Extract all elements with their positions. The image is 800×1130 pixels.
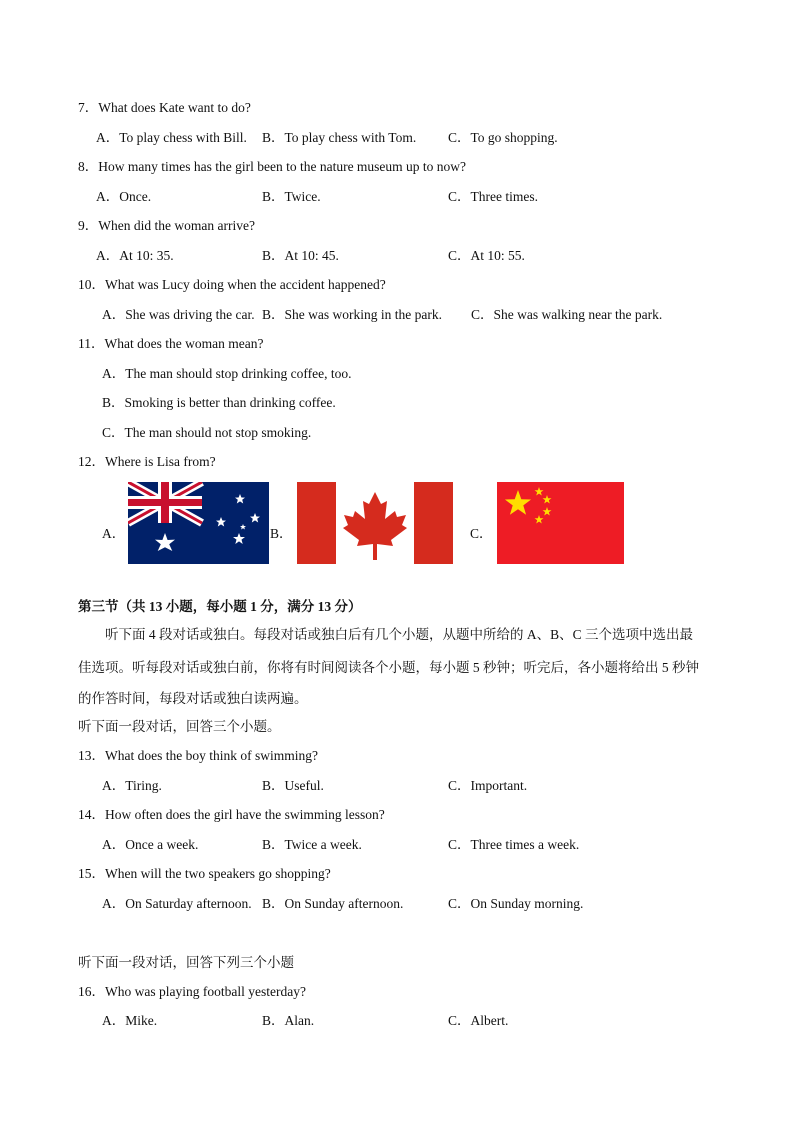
question-7-option-a: A．To play chess with Bill. [96, 130, 247, 145]
question-13-option-c: C．Important. [448, 778, 528, 793]
question-8-option-b: B．Twice. [262, 189, 321, 204]
dialog-1-intro: 听下面一段对话，回答三个小题。 [78, 719, 281, 734]
section-3-instructions-line-1: 听下面 4 段对话或独白。每段对话或独白后有几个小题，从题中所给的 A、B、C 三个选项中选出最 [105, 627, 694, 642]
question-8-option-a: A．Once. [96, 189, 152, 204]
section-3-instructions-line-3: 的作答时间，每段对话或独白读两遍。 [78, 691, 308, 706]
question-11-option-c: C．The man should not stop smoking. [102, 425, 312, 440]
question-9-option-b: B．At 10: 45. [262, 248, 339, 263]
question-16-option-c: C．Albert. [448, 1013, 509, 1028]
question-12-stem: 12．Where is Lisa from? [78, 454, 216, 469]
section-3-instructions-line-2: 佳选项。听每段对话或独白前，你将有时间阅读各个小题，每小题 5 秒钟；听完后，各小题将给出 5 秒钟 [78, 660, 699, 675]
china-flag-icon [497, 482, 624, 564]
question-8-option-c: C．Three times. [448, 189, 538, 204]
question-14-stem: 14．How often does the girl have the swimming lesson? [78, 807, 385, 822]
question-13-option-b: B．Useful. [262, 778, 324, 793]
question-16-option-a: A．Mike. [102, 1013, 158, 1028]
question-12-option-c: C． [470, 526, 493, 541]
question-13-stem: 13．What does the boy think of swimming? [78, 748, 318, 763]
question-15-option-c: C．On Sunday morning. [448, 896, 584, 911]
question-13-option-a: A．Tiring. [102, 778, 162, 793]
australia-flag-icon [128, 482, 269, 564]
canada-flag-icon [297, 482, 453, 564]
question-11-stem: 11．What does the woman mean? [78, 336, 264, 351]
question-10-option-c: C．She was walking near the park. [471, 307, 663, 322]
question-15-option-b: B．On Sunday afternoon. [262, 896, 404, 911]
question-15-stem: 15．When will the two speakers go shopping? [78, 866, 331, 881]
question-11-option-a: A．The man should stop drinking coffee, too. [102, 366, 352, 381]
question-7-option-b: B．To play chess with Tom. [262, 130, 417, 145]
question-11-option-b: B．Smoking is better than drinking coffee. [102, 395, 336, 410]
question-15-option-a: A．On Saturday afternoon. [102, 896, 252, 911]
question-9-option-c: C．At 10: 55. [448, 248, 525, 263]
question-12-option-b: B． [270, 526, 293, 541]
question-10-option-b: B．She was working in the park. [262, 307, 442, 322]
question-9-stem: 9．When did the woman arrive? [78, 218, 255, 233]
dialog-2-intro: 听下面一段对话，回答下列三个小题 [78, 955, 294, 970]
question-7-stem: 7．What does Kate want to do? [78, 100, 251, 115]
question-12-option-a: A． [102, 526, 126, 541]
question-14-option-a: A．Once a week. [102, 837, 199, 852]
question-7-option-c: C．To go shopping. [448, 130, 558, 145]
section-3-heading: 第三节（共 13 小题，每小题 1 分，满分 13 分） [78, 599, 362, 614]
question-9-option-a: A．At 10: 35. [96, 248, 174, 263]
question-16-option-b: B．Alan. [262, 1013, 315, 1028]
question-14-option-c: C．Three times a week. [448, 837, 580, 852]
question-10-stem: 10．What was Lucy doing when the accident happened? [78, 277, 386, 292]
question-10-option-a: A．She was driving the car. [102, 307, 255, 322]
question-8-stem: 8．How many times has the girl been to the nature museum up to now? [78, 159, 467, 174]
question-14-option-b: B．Twice a week. [262, 837, 362, 852]
question-16-stem: 16．Who was playing football yesterday? [78, 984, 306, 999]
